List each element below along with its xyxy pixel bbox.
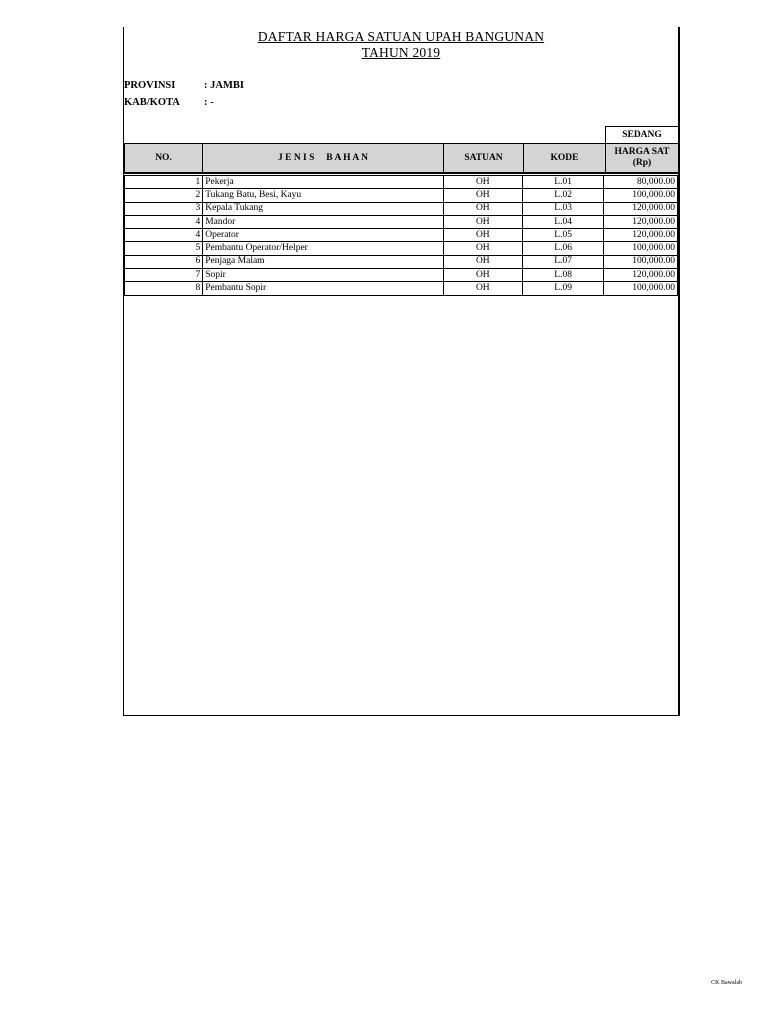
kabkota-value: : -: [204, 97, 214, 108]
header-no: NO.: [124, 143, 203, 173]
cell-jenis: Pembantu Sopir: [203, 282, 443, 295]
cell-no: 7: [125, 269, 203, 282]
cell-no: 2: [125, 189, 203, 202]
cell-harga: 120,000.00: [604, 202, 678, 215]
table-row: [125, 215, 678, 228]
cell-harga: 100,000.00: [604, 189, 678, 202]
worksheet: [123, 27, 680, 716]
header-kode: KODE: [523, 143, 606, 173]
table-row: [125, 269, 678, 282]
cell-satuan: OH: [443, 189, 522, 202]
cell-satuan: OH: [443, 229, 522, 242]
kabkota-label: KAB/KOTA: [124, 97, 180, 108]
table-row: [125, 229, 678, 242]
cell-jenis: Pembantu Operator/Helper: [203, 242, 443, 255]
footer-note: CK Bawalab: [711, 980, 742, 986]
sedang-header: SEDANG: [605, 126, 679, 144]
cell-jenis: Operator: [203, 229, 443, 242]
cell-no: 4: [125, 215, 203, 228]
cell-jenis: Pekerja: [203, 176, 443, 189]
cell-kode: L.08: [522, 269, 603, 282]
cell-satuan: OH: [443, 215, 522, 228]
cell-jenis: Tukang Batu, Besi, Kayu: [203, 189, 443, 202]
cell-jenis: Mandor: [203, 215, 443, 228]
document-title: DAFTAR HARGA SATUAN UPAH BANGUNAN: [257, 29, 545, 44]
cell-satuan: OH: [443, 242, 522, 255]
cell-harga: 100,000.00: [604, 282, 678, 295]
header-harga-line1: HARGA SAT: [614, 147, 670, 157]
cell-satuan: OH: [443, 202, 522, 215]
cell-harga: 120,000.00: [604, 269, 678, 282]
cell-satuan: OH: [443, 269, 522, 282]
header-satuan: SATUAN: [443, 143, 524, 173]
cell-no: 1: [125, 176, 203, 189]
table-row: [125, 282, 678, 295]
table-row: [125, 255, 678, 268]
cell-no: 5: [125, 242, 203, 255]
cell-harga: 120,000.00: [604, 229, 678, 242]
cell-no: 6: [125, 255, 203, 268]
cell-kode: L.03: [522, 202, 603, 215]
header-harga: [605, 143, 679, 173]
cell-kode: L.02: [522, 189, 603, 202]
cell-satuan: OH: [443, 176, 522, 189]
cell-kode: L.04: [522, 215, 603, 228]
cell-kode: L.07: [522, 255, 603, 268]
cell-harga: 80,000.00: [604, 176, 678, 189]
cell-no: 8: [125, 282, 203, 295]
wage-table: [124, 176, 678, 296]
cell-harga: 100,000.00: [604, 242, 678, 255]
cell-kode: L.06: [522, 242, 603, 255]
table-row: [125, 189, 678, 202]
cell-kode: L.01: [522, 176, 603, 189]
document-year: TAHUN 2019: [361, 45, 441, 60]
cell-jenis: Penjaga Malam: [203, 255, 443, 268]
header-jenis-bahan: J E N I S B A H A N: [202, 143, 444, 173]
cell-harga: 100,000.00: [604, 255, 678, 268]
table-row: [125, 202, 678, 215]
header-harga-line2: (Rp): [632, 158, 652, 168]
cell-kode: L.09: [522, 282, 603, 295]
cell-no: 3: [125, 202, 203, 215]
provinsi-label: PROVINSI: [124, 80, 176, 91]
provinsi-value: : JAMBI: [204, 80, 244, 91]
cell-harga: 120,000.00: [604, 215, 678, 228]
cell-no: 4: [125, 229, 203, 242]
cell-satuan: OH: [443, 282, 522, 295]
cell-jenis: Sopir: [203, 269, 443, 282]
cell-kode: L.05: [522, 229, 603, 242]
table-row: [125, 242, 678, 255]
table-row: [125, 176, 678, 189]
cell-satuan: OH: [443, 255, 522, 268]
cell-jenis: Kepala Tukang: [203, 202, 443, 215]
